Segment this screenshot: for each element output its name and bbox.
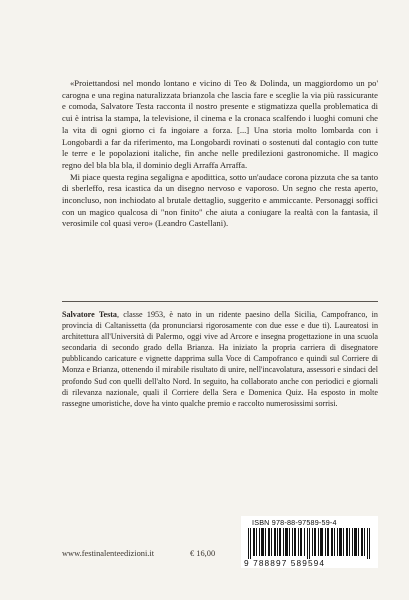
price-label: € 16,00 <box>190 549 216 558</box>
blurb-paragraph: Mi piace questa regina segaligna e apodittica, sotto un'audace corona pizzuta che sa tanto di sberleffo, resa icastica da un disegno nervoso e vaporoso. Un segno che resta aperto, inconcluso, non inchiodato al brutale dettaglio, suggerito e ammiccante. Personaggi soffici con un magico qualcosa di "non finito" che aiuta a coniugare la realtà con la fantasia, il verosimile col quasi vero» (Leandro Castellani). <box>62 171 378 229</box>
barcode-digits: 9 788897 589594 <box>244 558 326 568</box>
author-bio <box>62 309 378 409</box>
isbn-label: ISBN 978-88-97589-59-4 <box>252 518 337 527</box>
divider-line <box>62 301 378 302</box>
author-name: Salvatore Testa <box>62 310 117 319</box>
bio-text: , classe 1953, è nato in un ridente paesino della Sicilia, Campofranco, in provincia di Caltanissetta (da pronunciarsi rigorosamente con due esse e due ti). Laureatosi in architettura all'Università di Palermo, oggi vive ad Arcore e insegna progettazione in una scuola secondaria di secondo grado della Brianza. Ha iniziato la propria carriera di disegnatore pubblicando caricature e vignette dapprima sulla Voce di Campofranco e quindi sul Corriere di Monza e Brianza, ottenendo il mirabile risultato di unire, nell'incavolatura, assessori e sindaci del profondo Sud con quelli dell'alto Nord. In seguito, ha collaborato anche con periodici e giornali di rilevanza nazionale, quali il Corriere della Sera e Domenica Quiz. Ha esposto in molte rassegne umoristiche, dove ha vinto qualche premio e raccolto numerosissimi sorrisi. <box>62 310 378 408</box>
barcode-icon <box>248 528 374 559</box>
blurb-paragraph: «Proiettandosi nel mondo lontano e vicino di Teo & Dolinda, un maggiordomo un po' carogna e una regina naturalizzata brianzola che lascia fare e sceglie la via più rassicurante e comoda, Salvatore Testa racconta il nostro presente e stigmatizza quella problematica di cui è intrisa la stampa, la televisione, il cinema e la cronaca scalfendo i luoghi comuni che la vita di ogni giorno ci fa ingoiare a forza. [...] Una storia molto lombarda con i Longobardi a far da riferimento, ma Longobardi rovinati o sostenuti dal contagio con tutte le terre e le popolazioni italiche, fin anche nelle predilezioni gastronomiche. Il magico regno del bla bla bla, il dominio degli Arraffa Arraffa. <box>62 78 378 170</box>
publisher-website: www.festinalenteedizioni.it <box>62 549 155 558</box>
blurb-text <box>62 78 378 230</box>
bio-paragraph <box>62 309 378 409</box>
